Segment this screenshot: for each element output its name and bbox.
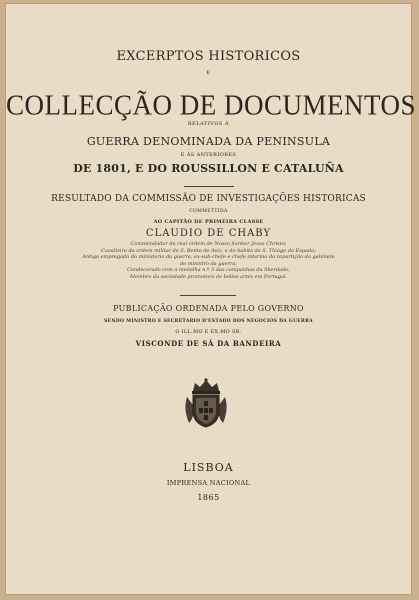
author-credential-line: Membro da sociedade promotora de bellas artes em Portugal. [129, 273, 288, 280]
book-title-page [6, 4, 417, 594]
author-credential-line: do ministro da guerra; [179, 260, 238, 267]
author-credential-line: Cavalleiro da ordem militar de S. Bento de Aviz, e do habito de S. Thiago da Espada; [101, 247, 316, 254]
title-conjunction: E [206, 70, 211, 76]
minister-line: SENDO MINISTRO E SECRETARIO D'ESTADO DOS NEGOCIOS DA GUERRA [104, 319, 313, 324]
captain-rank: AO CAPITÃO DE PRIMEIRA CLASSE [153, 219, 264, 225]
author-credential-line: Antigo empregado do ministerio da guerra, ex-sub-chefe e chefe interino da repartição do gabinete [82, 254, 335, 260]
title-line-1: EXCERPTOS HISTORICOS [116, 49, 301, 64]
divider-rule [180, 295, 236, 296]
author-credential-line: Condecorado com a medalha n.º 3 das campanhas da liberdade; [127, 267, 290, 273]
anteriores-label: E ÁS ANTERIORES [180, 152, 237, 158]
royal-coat-of-arms-icon [181, 377, 231, 429]
subtitle-line-2: DE 1801, E DO ROUSSILLON E CATALUÑA [73, 162, 344, 175]
honorific-line: O ILL.MO E EX.MO SR. [175, 329, 242, 335]
result-line: RESULTADO DA COMMISSÃO DE INVESTIGAÇÕES HISTORICAS [51, 194, 366, 204]
title-line-2: COLLECÇÃO DE DOCUMENTOS [6, 89, 417, 121]
minister-name: VISCONDE DE SÁ DA BANDEIRA [135, 339, 282, 348]
imprint-city: LISBOA [183, 461, 234, 474]
commettida-label: COMMETTIDA [189, 209, 228, 214]
subtitle-line-1: GUERRA DENOMINADA DA PENINSULA [86, 135, 331, 148]
imprint-year: 1865 [197, 493, 220, 502]
author-name: CLAUDIO DE CHABY [145, 228, 272, 239]
imprint-printer: IMPRENSA NACIONAL [166, 479, 251, 487]
publication-line: PUBLICAÇÃO ORDENADA PELO GOVERNO [113, 304, 304, 313]
relativos-label: RELATIVOS Á [187, 121, 230, 127]
divider-rule [184, 186, 234, 187]
author-credential-line: Commendador da real ordem de Nosso Senhor Jesus Christo; [130, 241, 287, 247]
